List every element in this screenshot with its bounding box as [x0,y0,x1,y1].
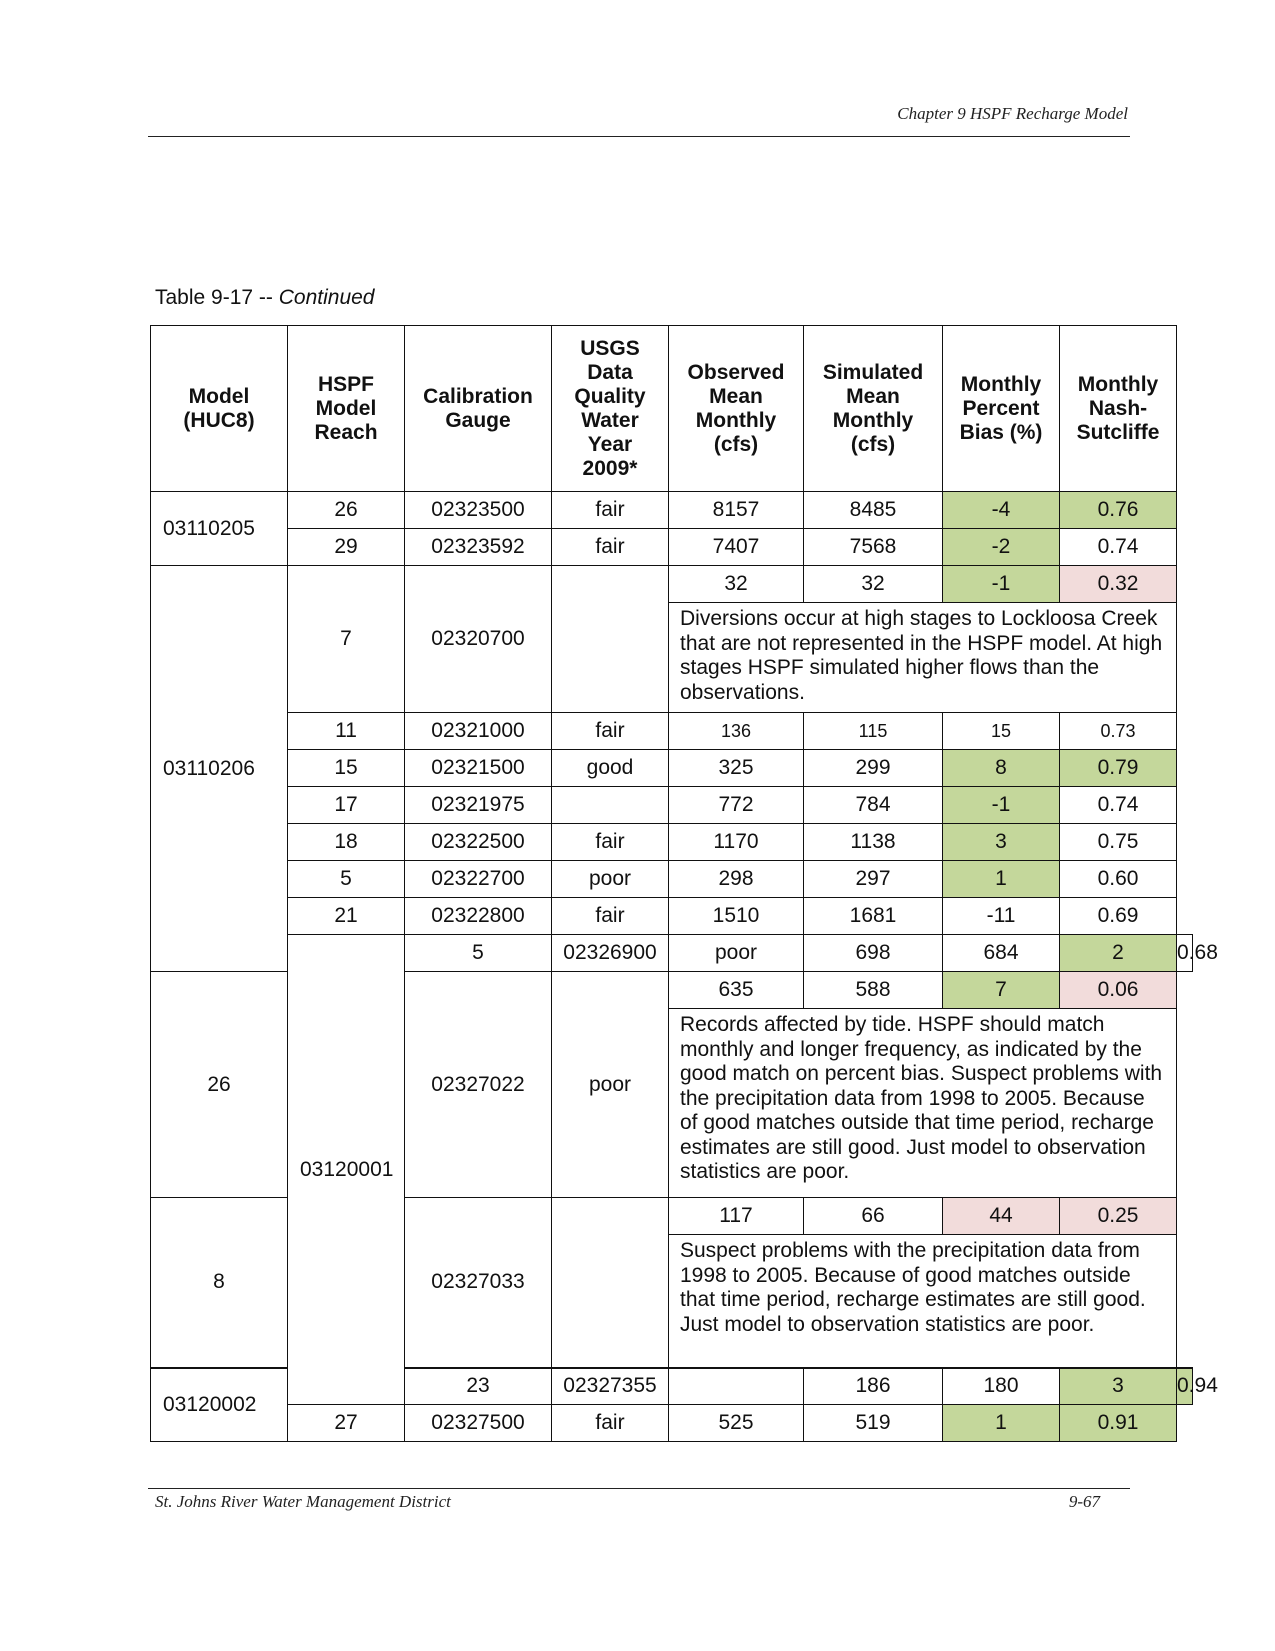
caption-continued: Continued [278,286,375,309]
quality-cell [552,787,669,824]
footer-organization: St. Johns River Water Management District [155,1492,451,1511]
quality-cell: fair [552,1405,669,1442]
quality-cell [669,1368,804,1405]
gauge-cell: 02327033 [405,1198,552,1368]
bias-cell: 8 [943,750,1060,787]
reach-cell: 7 [288,566,405,713]
reach-cell: 11 [288,713,405,750]
quality-cell: fair [552,492,669,529]
observed-cell: 8157 [669,492,804,529]
quality-cell [552,1198,669,1368]
table-row [151,787,1193,824]
reach-cell: 5 [405,935,552,972]
table-row [151,492,1193,529]
simulated-cell: 784 [804,787,943,824]
ns-cell: 0.74 [1060,787,1177,824]
col-header-model: Model (HUC8) [151,326,288,492]
observed-cell: 1510 [669,898,804,935]
bias-cell: -2 [943,529,1060,566]
quality-cell: fair [552,824,669,861]
simulated-cell: 7568 [804,529,943,566]
bias-cell: -1 [943,787,1060,824]
ns-cell: 0.76 [1060,492,1177,529]
huc-cell: 03120002 [151,1368,288,1442]
simulated-cell: 1681 [804,898,943,935]
gauge-cell: 02327500 [405,1405,552,1442]
bias-cell: 1 [943,861,1060,898]
simulated-cell: 519 [804,1405,943,1442]
quality-cell: fair [552,898,669,935]
reach-cell: 26 [288,492,405,529]
quality-cell: poor [552,972,669,1198]
gauge-cell: 02322500 [405,824,552,861]
col-header-nash-sutcliffe: Monthly Nash- Sutcliffe [1060,326,1177,492]
col-header-simulated: Simulated Mean Monthly (cfs) [804,326,943,492]
reach-cell: 8 [151,1198,288,1368]
simulated-cell: 1138 [804,824,943,861]
reach-cell: 21 [288,898,405,935]
observed-cell: 772 [669,787,804,824]
ns-cell: 0.73 [1060,713,1177,750]
gauge-cell: 02322700 [405,861,552,898]
simulated-cell: 32 [804,566,943,603]
bias-cell: 3 [943,824,1060,861]
ns-cell: 0.94 [1177,1368,1193,1405]
observed-cell: 32 [669,566,804,603]
note-cell: Records affected by tide. HSPF should match monthly and longer frequency, as indicated by the good match on percent bias. Suspect problems with the precipitation data from 1998 to 2005. Because of good matches outside that time period, recharge estimates are still good. Just model to observation statistics are poor. [669,1009,1177,1198]
col-header-gauge: Calibration Gauge [405,326,552,492]
ns-cell: 0.75 [1060,824,1177,861]
ns-cell: 0.69 [1060,898,1177,935]
bias-cell: 2 [1060,935,1177,972]
table-row [151,935,1193,972]
reach-cell: 17 [288,787,405,824]
caption-label: Table 9-17 -- [155,286,279,309]
table-row [151,1405,1193,1442]
ns-cell: 0.79 [1060,750,1177,787]
bias-cell: 1 [943,1405,1060,1442]
quality-cell: fair [552,529,669,566]
ns-cell: 0.32 [1060,566,1177,603]
quality-cell: poor [669,935,804,972]
bias-cell: 3 [1060,1368,1177,1405]
bias-cell: 44 [943,1198,1060,1235]
col-header-reach: HSPF Model Reach [288,326,405,492]
table-row [151,529,1193,566]
gauge-cell: 02323592 [405,529,552,566]
simulated-cell: 297 [804,861,943,898]
table-row [151,566,1193,603]
observed-cell: 117 [669,1198,804,1235]
gauge-cell: 02321000 [405,713,552,750]
bias-cell: 15 [943,713,1060,750]
ns-cell: 0.25 [1060,1198,1177,1235]
observed-cell: 136 [669,713,804,750]
table-row [151,824,1193,861]
bias-cell: -11 [943,898,1060,935]
reach-cell: 5 [288,861,405,898]
gauge-cell: 02322800 [405,898,552,935]
bias-cell: 7 [943,972,1060,1009]
observed-cell: 635 [669,972,804,1009]
note-cell: Suspect problems with the precipitation data from 1998 to 2005. Because of good matches outside that time period, recharge estimates are still good. Just model to observation statistics are poor. [669,1235,1177,1368]
ns-cell: 0.91 [1060,1405,1177,1442]
simulated-cell: 588 [804,972,943,1009]
table-row [151,861,1193,898]
table-row [151,898,1193,935]
observed-cell: 186 [804,1368,943,1405]
gauge-cell: 02320700 [405,566,552,713]
table-row [151,750,1193,787]
simulated-cell: 8485 [804,492,943,529]
table-row [151,713,1193,750]
reach-cell: 23 [405,1368,552,1405]
simulated-cell: 115 [804,713,943,750]
reach-cell: 27 [288,1405,405,1442]
table-caption [155,286,374,310]
simulated-cell: 180 [943,1368,1060,1405]
ns-cell: 0.60 [1060,861,1177,898]
ns-cell: 0.68 [1177,935,1193,972]
reach-cell: 15 [288,750,405,787]
gauge-cell: 02327022 [405,972,552,1198]
calibration-table [150,325,1218,1442]
simulated-cell: 684 [943,935,1060,972]
quality-cell: fair [552,713,669,750]
quality-cell [552,566,669,713]
note-cell: Diversions occur at high stages to Lockloosa Creek that are not represented in the HSPF model. At high stages HSPF simulated higher flows than the observations. [669,603,1177,713]
col-header-bias: Monthly Percent Bias (%) [943,326,1060,492]
reach-cell: 26 [151,972,288,1198]
observed-cell: 525 [669,1405,804,1442]
quality-cell: good [552,750,669,787]
huc-cell: 03110205 [151,492,288,566]
running-header: Chapter 9 HSPF Recharge Model [897,104,1128,123]
huc-cell: 03120001 [288,935,405,1405]
header-row [151,326,1193,492]
gauge-cell: 02321975 [405,787,552,824]
observed-cell: 7407 [669,529,804,566]
reach-cell: 18 [288,824,405,861]
col-header-observed: Observed Mean Monthly (cfs) [669,326,804,492]
bias-cell: -1 [943,566,1060,603]
observed-cell: 698 [804,935,943,972]
ns-cell: 0.06 [1060,972,1177,1009]
simulated-cell: 299 [804,750,943,787]
quality-cell: poor [552,861,669,898]
col-header-quality: USGS Data Quality Water Year 2009* [552,326,669,492]
footer-rule [148,1488,1130,1489]
page-number: 9-67 [1068,1492,1100,1511]
bias-cell: -4 [943,492,1060,529]
gauge-cell: 02323500 [405,492,552,529]
reach-cell: 29 [288,529,405,566]
gauge-cell: 02321500 [405,750,552,787]
observed-cell: 1170 [669,824,804,861]
observed-cell: 325 [669,750,804,787]
gauge-cell: 02327355 [552,1368,669,1405]
ns-cell: 0.74 [1060,529,1177,566]
simulated-cell: 66 [804,1198,943,1235]
observed-cell: 298 [669,861,804,898]
huc-cell: 03110206 [151,566,288,972]
header-rule [148,136,1130,137]
gauge-cell: 02326900 [552,935,669,972]
